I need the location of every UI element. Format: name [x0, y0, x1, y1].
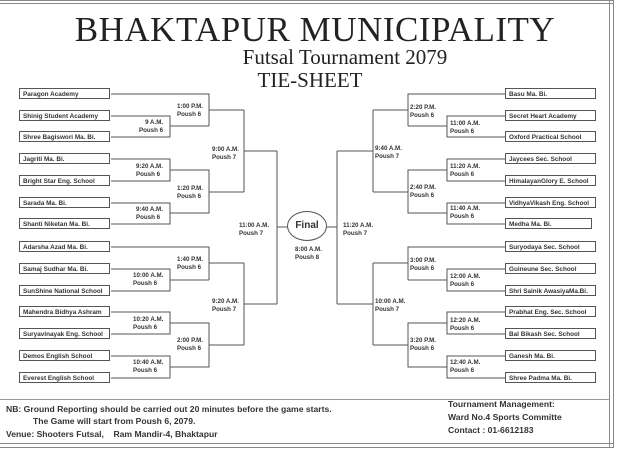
match-label [177, 337, 203, 353]
footer-note-line1: NB: Ground Reporting should be carried out 20 minutes before the game starts. [6, 404, 332, 414]
match-day: Poush 6 [410, 265, 435, 272]
match-label [133, 359, 163, 375]
match-day: Poush 6 [133, 324, 158, 331]
match-label [212, 298, 239, 314]
match-label [177, 185, 203, 201]
match-label [177, 103, 203, 119]
match-time: 2:00 P.M. [177, 337, 204, 344]
team-box-left-4: Jagriti Ma. Bi. [19, 153, 110, 164]
team-box-left-3: Shree Bagiswori Ma. Bi. [19, 131, 110, 142]
match-day: Poush 6 [450, 213, 475, 220]
match-time: 1:40 P.M. [177, 256, 204, 263]
team-box-left-6: Sarada Ma. Bi. [19, 197, 110, 208]
match-time: 2:40 P.M. [410, 184, 437, 191]
footer-venue: Venue: Shooters Futsal, Ram Mandir-4, Bhaktapur [6, 429, 218, 439]
footer-mgmt-org: Ward No.4 Sports Committe [448, 412, 562, 422]
match-day: Poush 7 [239, 230, 264, 237]
match-label [139, 119, 163, 135]
match-time: 12:00 A.M. [450, 273, 481, 280]
team-box-right-13: Ganesh Ma. Bi. [505, 350, 596, 361]
team-box-left-2: Shinig Student Academy [19, 110, 110, 121]
match-day: Poush 6 [136, 171, 161, 178]
match-label [136, 206, 163, 222]
match-time: 9:40 A.M. [375, 145, 402, 152]
match-day: Poush 6 [450, 128, 475, 135]
team-box-right-10: Shri Sainik AwasiyaMa.Bi. [505, 285, 596, 296]
match-time: 11:40 A.M. [450, 205, 481, 212]
match-label [133, 316, 163, 332]
footer-note-line2: The Game will start from Poush 6, 2079. [33, 416, 196, 426]
match-day: Poush 6 [450, 367, 475, 374]
match-time: 12:20 A.M. [450, 317, 481, 324]
match-day: Poush 6 [139, 127, 164, 134]
match-day: Poush 6 [410, 345, 435, 352]
match-day: Poush 6 [450, 325, 475, 332]
team-box-right-2: Secret Heart Academy [505, 110, 596, 121]
final-schedule [295, 246, 322, 262]
match-time: 9:20 A.M. [136, 163, 163, 170]
match-label [450, 317, 480, 333]
team-box-left-5: Bright Star Eng. School [19, 175, 110, 186]
match-day: Poush 7 [375, 153, 400, 160]
match-day: Poush 6 [450, 171, 475, 178]
match-day: Poush 6 [450, 281, 475, 288]
match-label [239, 222, 269, 238]
match-day: Poush 6 [177, 264, 202, 271]
match-time: 9:20 A.M. [212, 298, 239, 305]
match-time: 1:00 P.M. [177, 103, 204, 110]
team-box-right-11: Prabhat Eng. Sec. School [505, 306, 596, 317]
match-day: Poush 7 [212, 306, 237, 313]
match-time: 11:20 A.M. [343, 222, 374, 229]
match-time: 1:20 P.M. [177, 185, 204, 192]
match-day: Poush 6 [177, 345, 202, 352]
match-day: Poush 6 [410, 112, 435, 119]
match-label [410, 337, 436, 353]
team-box-left-11: Mahendra Bidhya Ashram [19, 306, 110, 317]
match-label [450, 163, 480, 179]
team-box-right-3: Oxford Practical School [505, 131, 596, 142]
final-ellipse: Final [287, 211, 327, 241]
team-box-left-1: Paragon Academy [19, 88, 110, 99]
page-subtitle: Futsal Tournament 2079 [242, 45, 448, 69]
match-day: Poush 6 [177, 193, 202, 200]
team-box-right-8: Suryodaya Sec. School [505, 241, 596, 252]
match-time: 9:40 A.M. [136, 206, 163, 213]
match-day: Poush 8 [295, 254, 320, 261]
team-box-right-4: Jaycees Sec. School [505, 153, 596, 164]
match-time: 3:00 P.M. [410, 257, 437, 264]
match-label [375, 145, 402, 161]
match-time: 11:00 A.M. [450, 120, 481, 127]
team-box-left-10: SunShine National School [19, 285, 110, 296]
match-label [410, 257, 436, 273]
team-box-right-1: Basu Ma. Bi. [505, 88, 596, 99]
team-box-right-9: Guineune Sec. School [505, 263, 596, 274]
match-label [343, 222, 373, 238]
team-box-right-14: Shree Padma Ma. Bi. [505, 372, 596, 383]
match-time: 12:40 A.M. [450, 359, 481, 366]
match-time: 3:20 P.M. [410, 337, 437, 344]
match-label [136, 163, 163, 179]
footer-contact: Contact : 01-6612183 [448, 425, 534, 435]
footer-mgmt-title: Tournament Management: [448, 399, 555, 409]
team-box-left-8: Adarsha Azad Ma. Bi. [19, 241, 110, 252]
match-label [177, 256, 203, 272]
match-day: Poush 7 [375, 306, 400, 313]
match-day: Poush 6 [136, 214, 161, 221]
match-time: 9:00 A.M. [212, 146, 239, 153]
team-box-left-7: Shanti Niketan Ma. Bi. [19, 218, 110, 229]
team-box-left-14: Everest English School [19, 372, 110, 383]
match-day: Poush 6 [410, 192, 435, 199]
team-box-left-12: Suryavinayak Eng. School [19, 328, 110, 339]
team-box-left-9: Samaj Sudhar Ma. Bi. [19, 263, 110, 274]
match-day: Poush 7 [212, 154, 237, 161]
match-label [450, 120, 480, 136]
match-time: 8:00 A.M. [295, 246, 322, 253]
team-box-left-13: Demos English School [19, 350, 110, 361]
match-day: Poush 7 [343, 230, 368, 237]
match-time: 10:40 A.M. [133, 359, 164, 366]
match-label [212, 146, 239, 162]
match-day: Poush 6 [133, 367, 158, 374]
match-time: 9 A.M. [145, 119, 164, 126]
match-time: 10:20 A.M. [133, 316, 164, 323]
page-title: BHAKTAPUR MUNICIPALITY [74, 10, 556, 49]
match-label [410, 184, 436, 200]
match-label [450, 205, 480, 221]
team-box-right-7: Medha Ma. Bi. [505, 218, 592, 229]
sheet-heading: TIE-SHEET [257, 68, 363, 92]
team-box-right-6: VidhyaVikash Eng. School [505, 197, 596, 208]
team-box-right-5: HimalayanGlory E. School [505, 175, 596, 186]
match-time: 11:20 A.M. [450, 163, 481, 170]
match-label [133, 272, 163, 288]
match-time: 2:20 P.M. [410, 104, 437, 111]
match-label [450, 359, 480, 375]
match-time: 10:00 A.M. [375, 298, 406, 305]
match-label [410, 104, 436, 120]
match-time: 10:00 A.M. [133, 272, 164, 279]
match-label [450, 273, 480, 289]
match-day: Poush 6 [133, 280, 158, 287]
team-box-right-12: Bal Bikash Sec. School [505, 328, 596, 339]
match-label [375, 298, 405, 314]
match-time: 11:00 A.M. [239, 222, 270, 229]
match-day: Poush 6 [177, 111, 202, 118]
